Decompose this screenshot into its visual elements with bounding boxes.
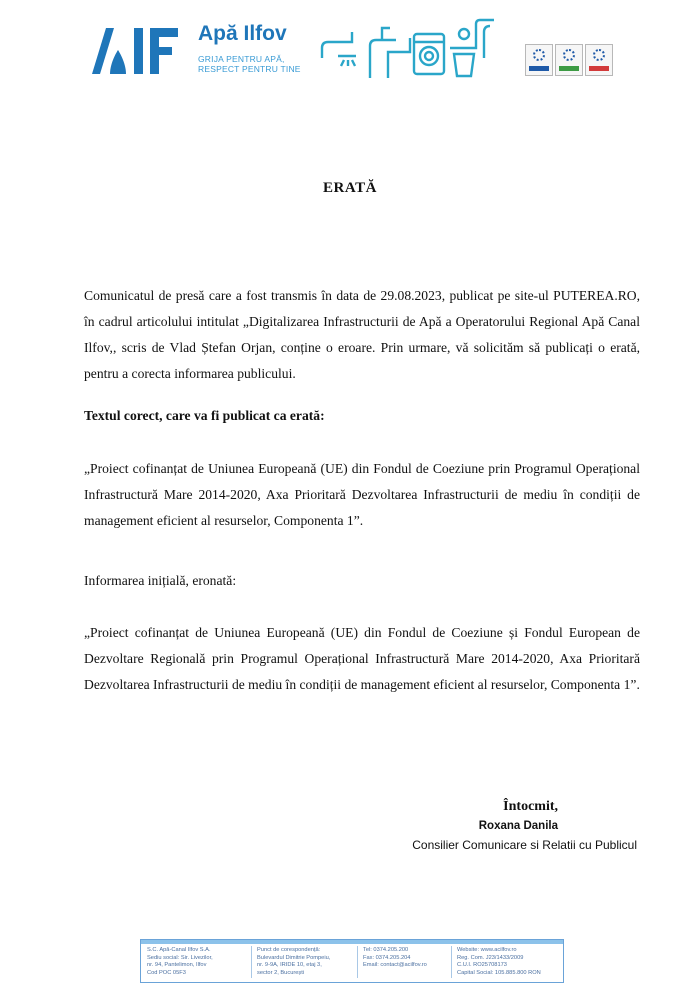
footer-line: Cod POC 05F3	[147, 969, 186, 976]
signature-name: Roxana Danila	[478, 820, 558, 832]
correct-text-heading: Textul corect, care va fi publicat ca erată:	[84, 408, 325, 423]
certification-badges	[525, 44, 615, 76]
footer-line: nr. 9-9A, IRIDE 10, etaj 3,	[257, 962, 322, 969]
footer-line: Email: contact@acilfov.ro	[363, 962, 427, 969]
footer-line: Punct de corespondență:	[257, 947, 321, 953]
signature-label: Întocmit,	[503, 799, 558, 814]
footer-registration	[457, 947, 541, 977]
footer-line: Bulevardul Dimitrie Pompeiu,	[257, 954, 331, 961]
company-footer	[140, 939, 564, 983]
footer-line: nr. 94, Pantelimon, Ilfov	[147, 962, 207, 969]
brand-tagline	[198, 54, 301, 74]
initial-info-paragraph: „Proiect cofinanțat de Uniunea Europeană (UE) din Fondul de Coeziune și Fondul European de Dezvoltare Regională prin Programul Operațional Infrastructură Mare 2014-2020, Axa Prioritară Dezvoltarea Infrastructurii de mediu în condiții de management eficient al resurselor, Componenta 1”.	[84, 625, 640, 692]
footer-divider	[251, 946, 252, 978]
tagline-line1: GRIJA PENTRU APĂ,	[198, 54, 285, 64]
document-title: ERATĂ	[323, 180, 377, 196]
initial-info-heading: Informarea inițială, eronată:	[84, 573, 237, 588]
correct-text-paragraph: „Proiect cofinanțat de Uniunea Europeană (UE) din Fondul de Coeziune prin Programul Operațional Infrastructură Mare 2014-2020, Axa Prioritară Dezvoltarea Infrastructurii de mediu în condiții de management eficient al resurselor, Componenta 1”.	[84, 461, 640, 528]
brand-name: Apă Ilfov	[198, 22, 287, 45]
footer-correspondence	[257, 947, 330, 977]
footer-line: sector 2, București	[257, 969, 305, 976]
footer-line: Sediu social: Sir. Livezilor,	[147, 954, 213, 961]
letterhead	[0, 0, 700, 90]
footer-line: S.C. Apă-Canal Ilfov S.A.	[147, 947, 211, 953]
footer-band	[141, 940, 563, 944]
certification-badge-icon	[555, 44, 583, 76]
water-pipes-illustration	[318, 18, 498, 80]
footer-line: Fax: 0374.205.204	[363, 954, 411, 961]
footer-line: Reg. Com. J23/1433/2009	[457, 954, 524, 961]
footer-line: C.U.I. RO25708173	[457, 962, 507, 969]
footer-divider	[451, 946, 452, 978]
tagline-line2: RESPECT PENTRU TINE	[198, 64, 301, 74]
signature-role: Consilier Comunicare si Relatii cu Publicul	[412, 838, 637, 852]
certification-badge-icon	[525, 44, 553, 76]
footer-line: Website: www.acilfov.ro	[457, 947, 517, 953]
footer-contact	[363, 947, 427, 970]
intro-paragraph: Comunicatul de presă care a fost transmis în data de 29.08.2023, publicat pe site-ul PUTEREA.RO, în cadrul articolului intitulat „Digitalizarea Infrastructurii de Apă a Operatorului Regional Apă Canal Ilfov,, scris de Vlad Ștefan Orjan, conține o eroare. Prin urmare, vă solicităm să publicați o erată, pentru a corecta informarea publicului.	[84, 288, 640, 381]
aif-logo	[88, 22, 180, 76]
footer-line: Tel: 0374.205.200	[363, 947, 409, 953]
footer-divider	[357, 946, 358, 978]
footer-company-info	[147, 947, 213, 977]
certification-badge-icon	[585, 44, 613, 76]
footer-line: Capital Social: 105.885.800 RON	[457, 969, 541, 976]
